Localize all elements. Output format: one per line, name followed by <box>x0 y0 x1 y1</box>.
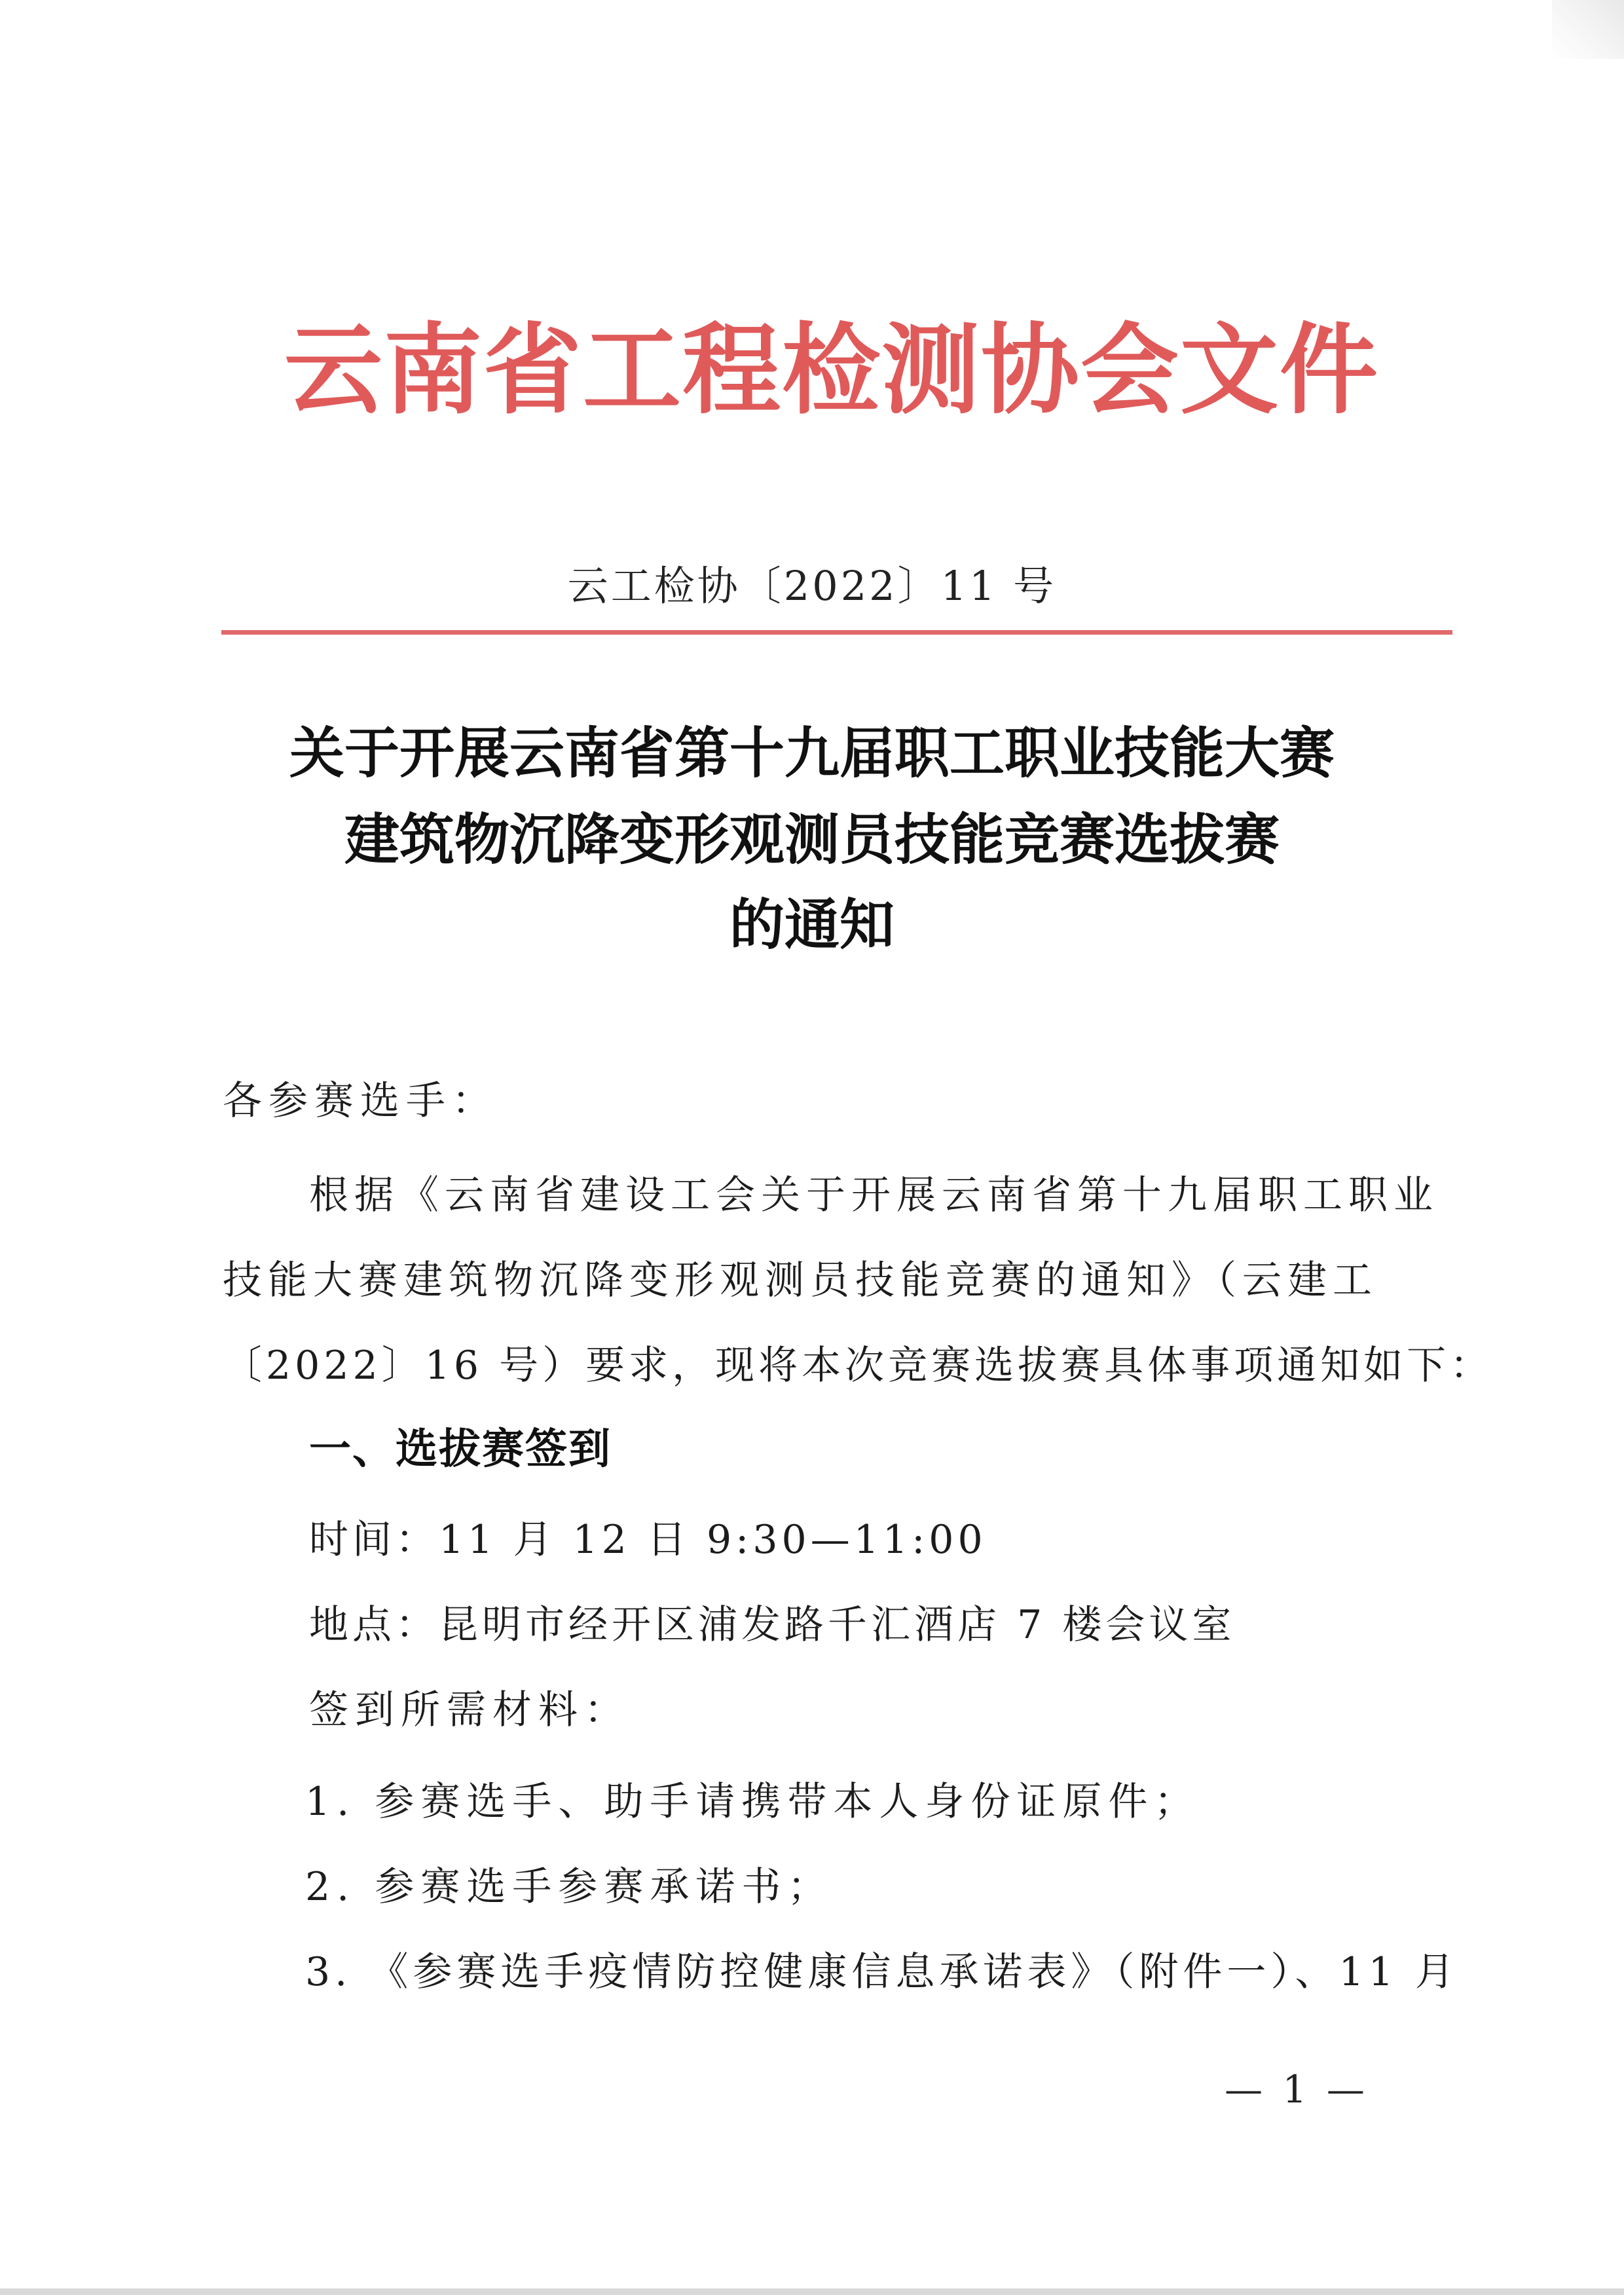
salutation: 各参赛选手： <box>223 1078 498 1124</box>
paragraph-line-2: 技能大赛建筑物沉降变形观测员技能竞赛的通知》（云建工 <box>223 1258 1378 1303</box>
page-number: — 1 — <box>1225 2067 1369 2112</box>
materials-item: 3. 《参赛选手疫情防控健康信息承诺表》（附件一）、11 月 <box>305 1949 1459 1995</box>
notice-title-line-2: 建筑物沉降变形观测员技能竞赛选拔赛 <box>344 807 1280 872</box>
paragraph-line-3: 〔2022〕16 号）要求，现将本次竞赛选拔赛具体事项通知如下： <box>223 1343 1494 1389</box>
checkin-place: 地点：昆明市经开区浦发路千汇酒店 7 楼会议室 <box>309 1602 1236 1648</box>
document-number: 云工检协〔2022〕11 号 <box>567 562 1057 610</box>
section-heading-checkin: 一、选拔赛签到 <box>309 1425 612 1474</box>
materials-item: 1. 参赛选手、助手请携带本人身份证原件； <box>305 1779 1200 1825</box>
checkin-time: 时间：11 月 12 日 9:30—11:00 <box>309 1517 987 1563</box>
scan-corner-shadow <box>1552 0 1624 59</box>
red-divider-rule <box>221 630 1452 635</box>
notice-title-line-3: 的通知 <box>729 892 895 957</box>
paragraph-line-1: 根据《云南省建设工会关于开展云南省第十九届职工职业 <box>309 1172 1439 1218</box>
org-header-title: 云南省工程检测协会文件 <box>284 312 1379 428</box>
materials-item: 2. 参赛选手参赛承诺书； <box>305 1864 834 1910</box>
materials-label: 签到所需材料： <box>309 1687 630 1733</box>
notice-title-line-1: 关于开展云南省第十九届职工职业技能大赛 <box>289 720 1335 785</box>
scan-bottom-edge <box>0 2288 1624 2295</box>
